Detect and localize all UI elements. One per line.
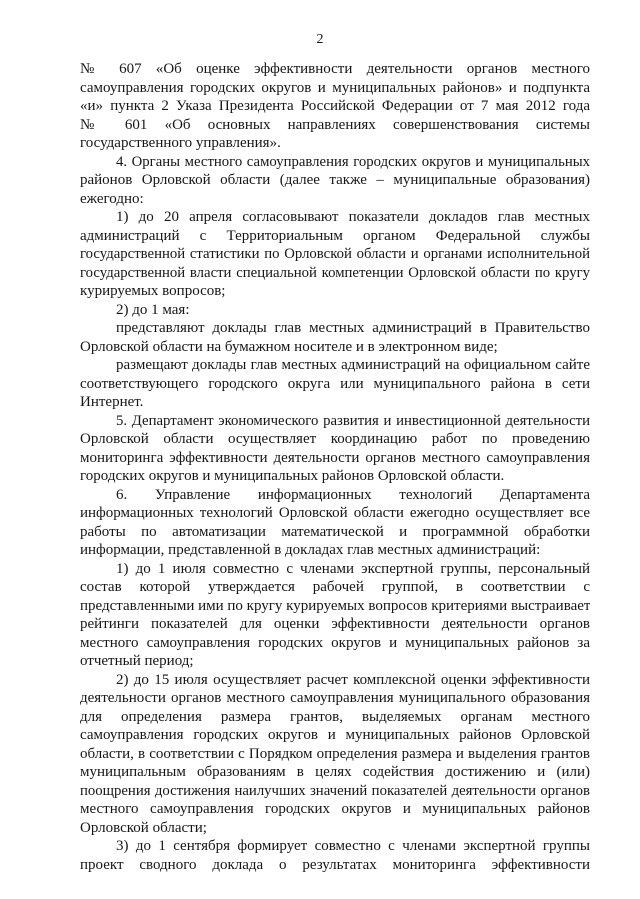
text-line: представленными ими по кругу курируемых вопросов критериями выстраивает	[80, 597, 590, 614]
text-line: самоуправления городских округов и муниципальных районов Орловской	[80, 727, 590, 743]
text-line: деятельности органов местного самоуправления муниципального образования	[80, 690, 590, 706]
text-line: 2) до 1 мая:	[116, 301, 190, 318]
text-line: представляют доклады глав местных администраций в Правительство	[116, 320, 590, 336]
text-line: № 601 «Об основных направлениях совершенствования системы	[80, 116, 590, 133]
text-line: самоуправления городских округов и муниципальных районов» и подпункта	[80, 79, 590, 96]
text-line: проект сводного доклада о результатах мониторинга эффективности	[80, 856, 590, 873]
text-line: области, в соответствии с Порядком определения размера и выделения грантов	[80, 745, 590, 762]
text-line: 1) до 20 апреля согласовывают показатели докладов глав местных	[116, 209, 590, 225]
text-line: 5. Департамент экономического развития и инвестиционной деятельности	[116, 412, 590, 429]
text-line: местного самоуправления городских округов и муниципальных районов за	[80, 634, 590, 651]
text-line: курируемых вопросов;	[80, 283, 226, 299]
text-line: государственной власти специальной компетенции Орловской области по кругу	[80, 264, 590, 281]
text-line: Орловской области;	[80, 819, 207, 836]
text-line: «и» пункта 2 Указа Президента Российской Федерации от 7 мая 2012 года	[80, 98, 590, 114]
text-line: соответствующего городского округа или муниципального района в сети	[80, 375, 590, 392]
text-line: Орловской области на бумажном носителе и в электронном виде;	[80, 338, 498, 355]
text-line: 6. Управление информационных технологий Департамента	[116, 486, 590, 503]
text-line: поощрения достижения наилучших значений показателей деятельности органов	[80, 782, 590, 799]
text-line: 2) до 15 июля осуществляет расчет комплексной оценки эффективности	[116, 671, 590, 688]
text-line: мониторинга эффективности деятельности органов местного самоуправления	[80, 449, 590, 466]
text-line: Интернет.	[80, 394, 144, 410]
text-line: отчетный период;	[80, 653, 194, 669]
text-line: муниципальным образованиям в целях содействия достижению и (или)	[80, 764, 590, 780]
text-line: работы по автоматизации математической и программной обработки	[80, 523, 590, 540]
document-body	[80, 60, 590, 874]
text-line: государственной статистики по Орловской области и органами исполнительной	[80, 246, 590, 262]
text-line: 3) до 1 сентября формирует совместно с членами экспертной группы	[116, 838, 590, 854]
text-line: для определения размера грантов, выделяемых органам местного	[80, 708, 590, 725]
text-line: государственного управления».	[80, 135, 281, 151]
text-line: информации, представленной в докладах глав местных администраций:	[80, 542, 541, 558]
text-line: местного самоуправления городских округов и муниципальных районов	[80, 801, 590, 817]
text-line: 4. Органы местного самоуправления городских округов и муниципальных	[116, 153, 590, 170]
text-line: состав которой утверждается рабочей группой, в соответствии с	[80, 579, 590, 595]
text-line: размещают доклады глав местных администраций на официальном сайте	[116, 357, 590, 373]
text-line: районов Орловской области (далее также – муниципальные образования)	[80, 172, 590, 188]
text-line: городских округов и муниципальных районов Орловской области.	[80, 468, 505, 484]
text-line: 1) до 1 июля совместно с членами экспертной группы, персональный	[116, 560, 590, 577]
text-line: администраций с Территориальным органом Федеральной службы	[80, 227, 590, 244]
page-number: 2	[316, 32, 324, 47]
text-line: ежегодно:	[80, 190, 144, 207]
text-line: № 607 «Об оценке эффективности деятельности органов местного	[80, 61, 590, 77]
text-line: Орловской области осуществляет координацию работ по проведению	[80, 431, 590, 447]
text-line: информационных технологий Орловской области ежегодно осуществляет все	[80, 505, 590, 521]
text-line: рейтинги показателей для оценки эффективности деятельности органов	[80, 616, 590, 632]
